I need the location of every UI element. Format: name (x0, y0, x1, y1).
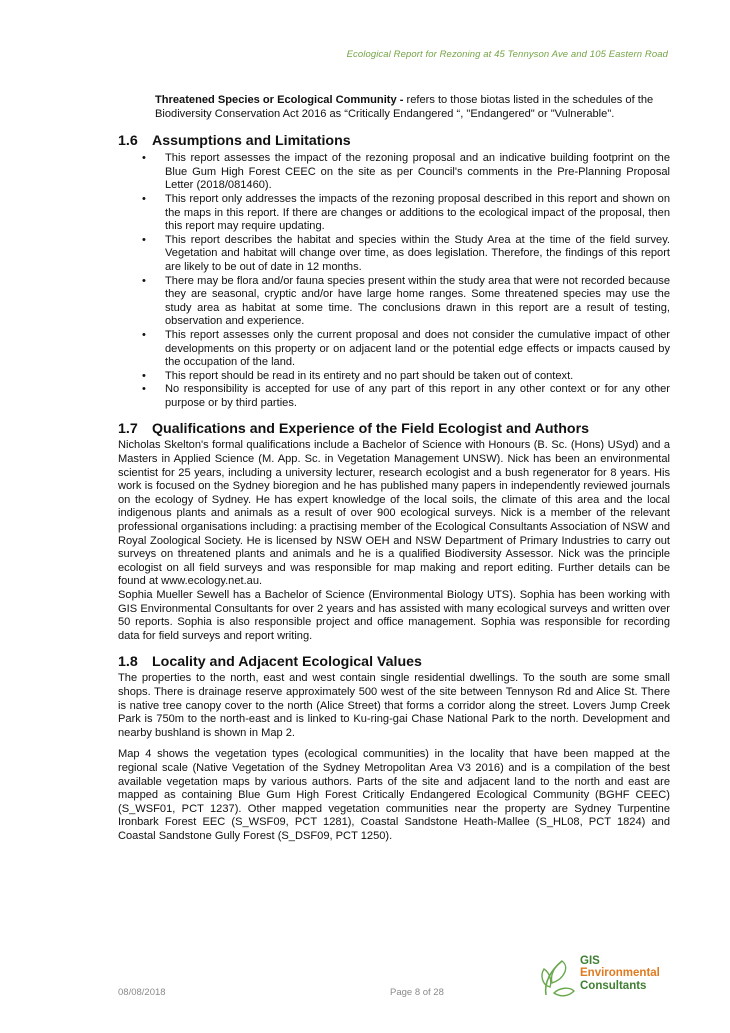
section-title: Assumptions and Limitations (152, 133, 351, 150)
section-heading-1-8 (118, 654, 670, 671)
list-item (118, 329, 670, 370)
logo-line-gis: GIS (580, 955, 600, 967)
section-number: 1.7 (118, 421, 138, 438)
paragraph-locality: The properties to the north, east and west contain single residential dwellings. To the south are some small shops. There is drainage reserve approximately 500 west of the site between Tennyson Rd and Alice St. There is native tree canopy cover to the north (Alice Street) that forms a corridor along the street. Lovers Jump Creek Park is 750m to the north-east and is linked to Ku-ring-gai Chase National Park to the north. Development and nearby bushland is shown in Map 2. (118, 672, 670, 739)
leaf-logo-icon (540, 957, 578, 997)
list-item-text: There may be flora and/or fauna species present within the study area that were not recorded because they are seasonal, cryptic and/or have large home ranges. Some threatened species may use the study area as habitat at some time. The conclusions drawn in this report are a result of testing, observation and experience. (165, 274, 670, 328)
definition-term: Threatened Species or Ecological Community - (155, 94, 404, 106)
definition-threatened-species (155, 94, 670, 121)
section-number: 1.6 (118, 133, 138, 150)
logo-line-consultants: Consultants (580, 979, 647, 992)
bullet-icon: • (142, 152, 146, 165)
list-item-text: This report assesses only the current proposal and does not consider the cumulative impact of other developments on this property or on adjacent land or the potential edge effects or impacts caused by the occupation of the land. (165, 328, 670, 369)
section-number: 1.8 (118, 654, 138, 671)
list-item (118, 383, 670, 410)
page-content (118, 94, 670, 844)
section-title: Locality and Adjacent Ecological Values (152, 654, 422, 671)
paragraph-vegetation-map: Map 4 shows the vegetation types (ecological communities) in the locality that have been mapped at the regional scale (Native Vegetation of the Sydney Metropolitan Area V3 2016) and is a compilation of the best available vegetation maps by various authors. Parts of the site and adjacent land to the north and east are mapped as containing Blue Gum High Forest Critically Endangered Ecological Community (BGHF CEEC) (S_WSF01, PCT 1237). Other mapped vegetation communities near the property are Sydney Turpentine Ironbark Forest EEC (S_WSF09, PCT 1281), Coastal Sandstone Heath-Mallee (S_HL08, PCT 1824) and Coastal Sandstone Gully Forest (S_DSF09, PCT 1250). (118, 748, 670, 842)
list-item-text: This report assesses the impact of the rezoning proposal and an indicative building footprint on the Blue Gum High Forest CEEC on the site as per Council's comments in the Pre-Planning Proposal Letter (2018/081460). (165, 152, 670, 192)
logo-wordmark (580, 955, 660, 992)
list-item-text: This report only addresses the impacts of the rezoning proposal described in this report and shown on the maps in this report. If there are changes or additions to the ecological impact of the proposal, then this report may require updating. (165, 192, 670, 233)
paragraph-nicholas-skelton: Nicholas Skelton's formal qualifications include a Bachelor of Science with Honours (B. Sc. (Hons) USyd) and a Masters in Applied Science (M. App. Sc. in Vegetation Management UNSW). Nick has been an environmental scientist for 25 years, including a university lecturer, research ecologist and a bush regenerator for 8 years. His work is focused on the Sydney bioregion and he has published many papers in independently reviewed journals on the ecology of Sydney. He has expert knowledge of the local soils, the climate of this area and the local indigenous plants and animals as a result of over 900 ecological surveys. Nick is a member of the relevant professional organisations including: a practising member of the Ecological Consultants Association of NSW and Royal Zoological Society. He is licensed by NSW OEH and NSW Department of Primary Industries to carry out surveys on threatened plants and animals and he is a qualified Biodiversity Assessor. Nick was the principle ecologist on all field surveys and was responsible for map making and report editing. Further details can be found at www.ecology.net.au. (118, 439, 670, 588)
list-item (118, 152, 670, 193)
company-logo (540, 955, 670, 999)
bullet-icon: • (142, 233, 146, 246)
logo-line-environmental: Environmental (580, 967, 660, 980)
list-item-text: No responsibility is accepted for use of any part of this report in any other context or for any other purpose or by third parties. (165, 383, 670, 409)
section-heading-1-6 (118, 133, 670, 150)
list-item (118, 275, 670, 329)
section-title: Qualifications and Experience of the Field Ecologist and Authors (152, 421, 589, 438)
section-heading-1-7 (118, 421, 670, 438)
bullet-icon: • (142, 369, 146, 382)
list-item (118, 234, 670, 275)
list-item-text: This report describes the habitat and species within the Study Area at the time of the field survey. Vegetation and habitat will change over time, as does legislation. Therefore, the findings of this report are likely to be out of date in 12 months. (165, 233, 670, 273)
assumptions-list (118, 152, 670, 410)
list-item-text: This report should be read in its entirety and no part should be taken out of context. (165, 369, 574, 382)
bullet-icon: • (142, 383, 146, 396)
definition-text: refers to those biotas listed in the schedules of the Biodiversity Conservation Act 2016 as “Critically Endangered “, "Endangered" or "Vulnerable". (155, 94, 654, 120)
list-item (118, 193, 670, 234)
running-header: Ecological Report for Rezoning at 45 Tennyson Ave and 105 Eastern Road (346, 49, 668, 60)
paragraph-sophia-mueller-sewell: Sophia Mueller Sewell has a Bachelor of Science (Environmental Biology UTS). Sophia has been working with GIS Environmental Consultants for over 2 years and has assisted with many ecological surveys and written over 50 reports. Sophia is also responsible project and office management. Sophia was responsible for recording data for field surveys and report writing. (118, 589, 670, 642)
bullet-icon: • (142, 328, 146, 341)
list-item (118, 370, 670, 384)
footer-date: 08/08/2018 (118, 987, 166, 998)
bullet-icon: • (142, 192, 146, 205)
footer-page-number: Page 8 of 28 (390, 987, 444, 998)
bullet-icon: • (142, 274, 146, 287)
